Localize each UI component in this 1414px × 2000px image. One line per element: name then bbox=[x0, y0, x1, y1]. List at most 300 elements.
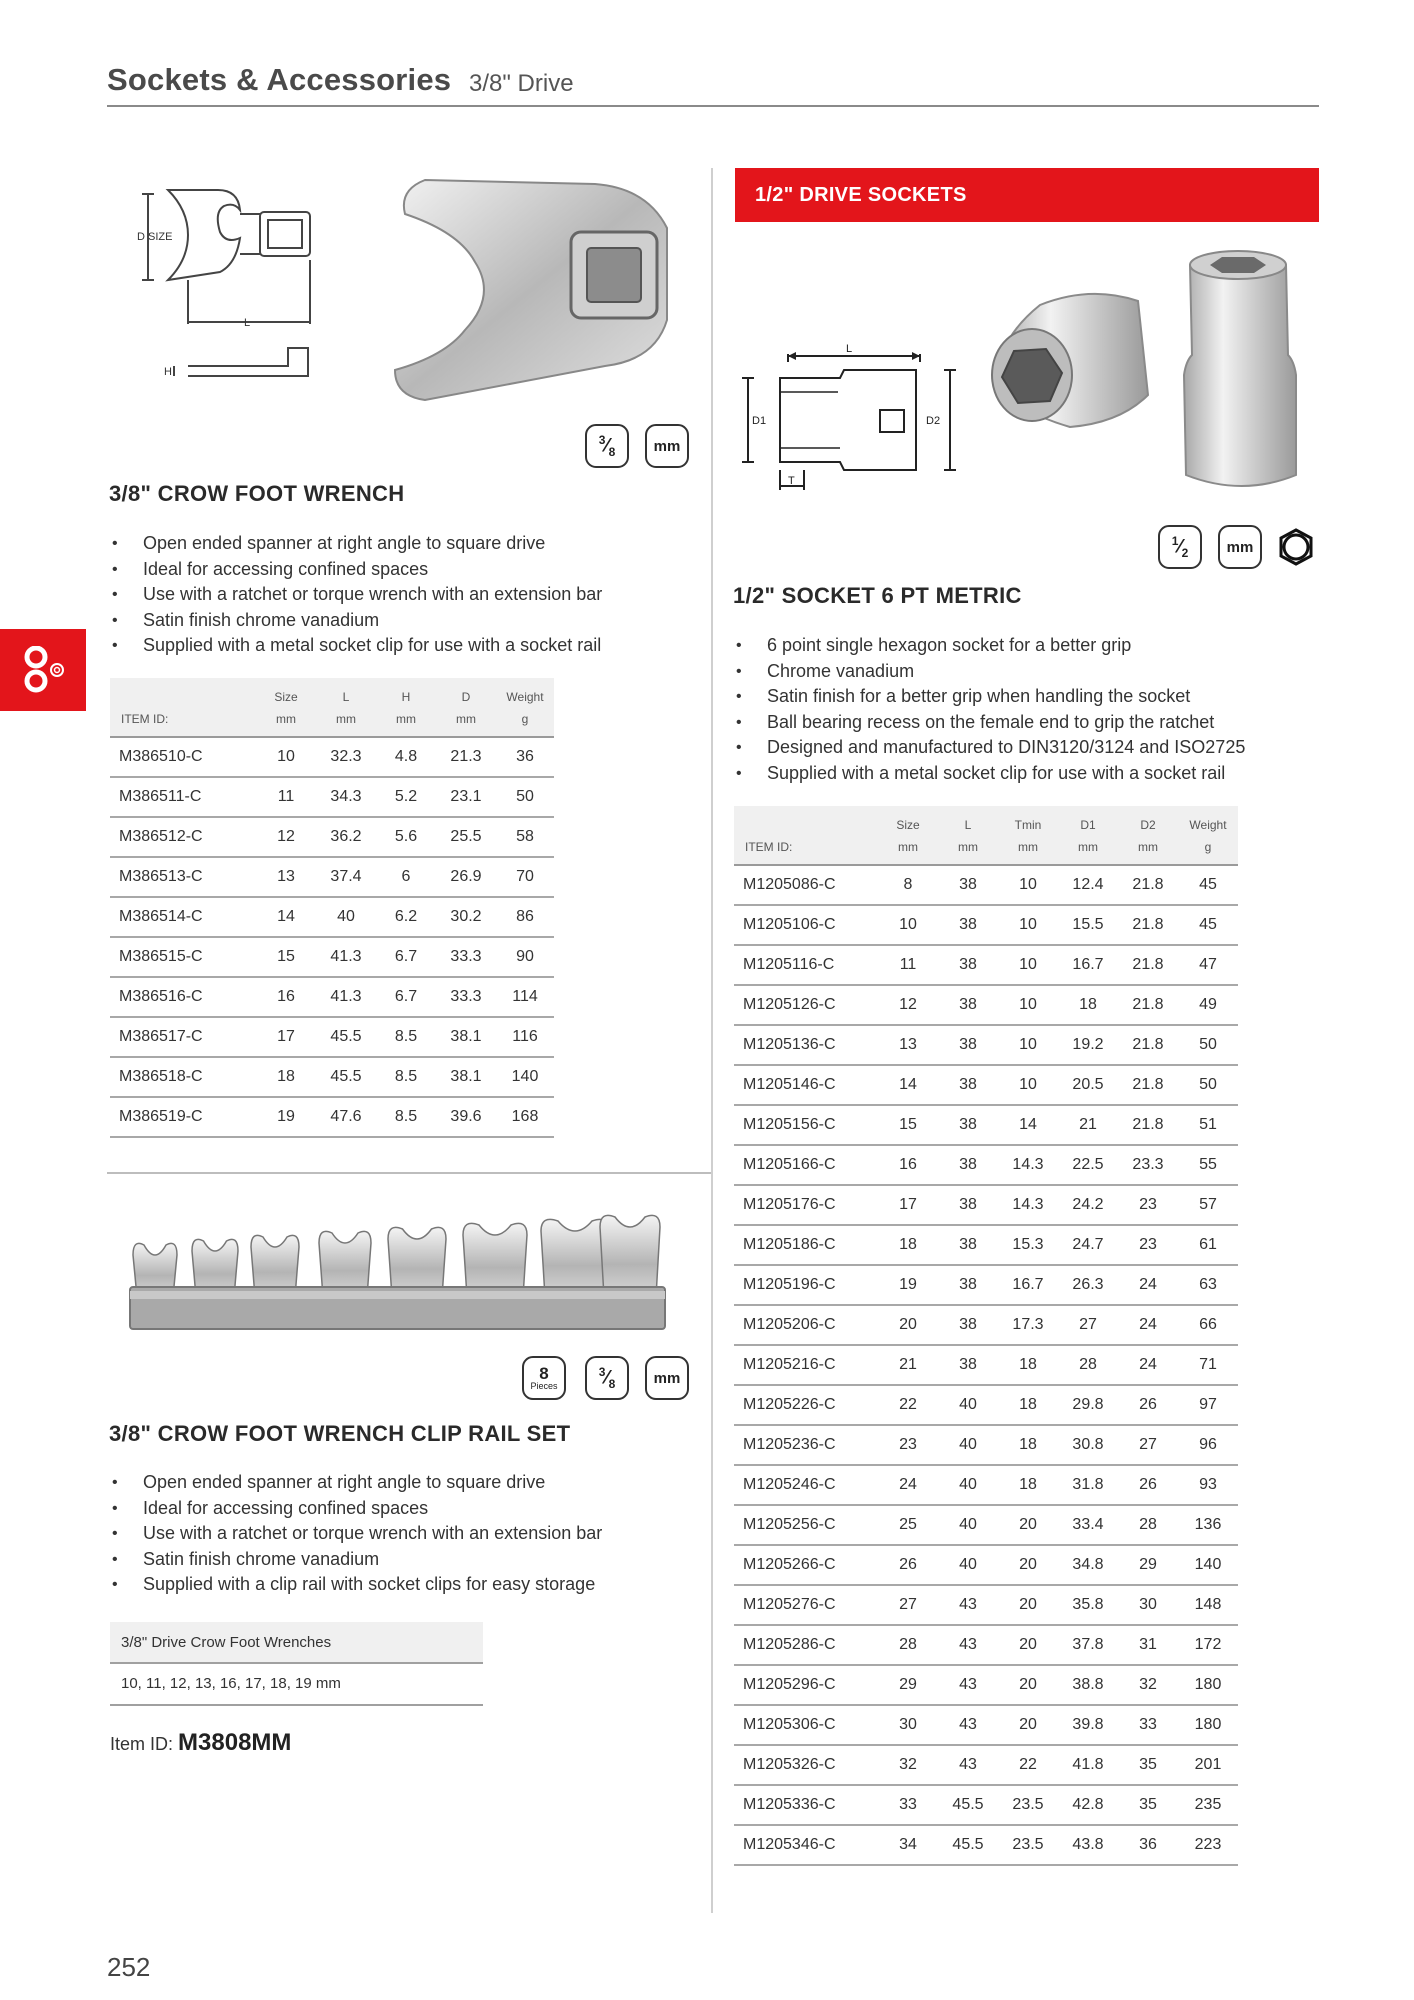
table-row bbox=[734, 1265, 1238, 1305]
value-cell: 24 bbox=[878, 1465, 938, 1505]
value-cell: 37.8 bbox=[1058, 1625, 1118, 1665]
clip-rail-contents-table bbox=[110, 1622, 483, 1706]
value-cell: 15.5 bbox=[1058, 905, 1118, 945]
metric-badge: mm bbox=[645, 424, 689, 468]
value-cell: 14.3 bbox=[998, 1145, 1058, 1185]
value-cell: 10 bbox=[998, 865, 1058, 905]
page-number: 252 bbox=[107, 1952, 151, 1982]
table-row bbox=[734, 1345, 1238, 1385]
section-divider bbox=[107, 1172, 711, 1174]
value-cell: 21.8 bbox=[1118, 985, 1178, 1025]
value-cell: 41.3 bbox=[316, 977, 376, 1017]
feature-item: • 6 point single hexagon socket for a better grip bbox=[733, 633, 1245, 659]
crow-foot-wrench bbox=[541, 1219, 609, 1297]
value-cell: 42.8 bbox=[1058, 1785, 1118, 1825]
item-id-cell: M1205116-C bbox=[734, 945, 878, 985]
value-cell: 20 bbox=[998, 1625, 1058, 1665]
value-cell: 172 bbox=[1178, 1625, 1238, 1665]
col-weight: Weight g bbox=[496, 678, 554, 737]
item-id-cell: M386510-C bbox=[110, 737, 256, 777]
drive-size-badge: $^3⁄_8$ bbox=[585, 424, 629, 468]
value-cell: 4.8 bbox=[376, 737, 436, 777]
item-id-cell: M1205166-C bbox=[734, 1145, 878, 1185]
value-cell: 21.8 bbox=[1118, 865, 1178, 905]
table-row bbox=[110, 897, 554, 937]
pieces-count: 8 bbox=[539, 1364, 549, 1383]
feature-item: • Satin finish for a better grip when handling the socket bbox=[733, 684, 1245, 710]
crow-foot-features bbox=[109, 531, 602, 659]
value-cell: 35 bbox=[1118, 1745, 1178, 1785]
feature-item: • Ideal for accessing confined spaces bbox=[109, 1496, 602, 1522]
item-id-cell: M1205126-C bbox=[734, 985, 878, 1025]
value-cell: 10 bbox=[998, 945, 1058, 985]
feature-item: • Ball bearing recess on the female end to grip the ratchet bbox=[733, 710, 1245, 736]
value-cell: 223 bbox=[1178, 1825, 1238, 1865]
value-cell: 5.6 bbox=[376, 817, 436, 857]
value-cell: 27 bbox=[1118, 1425, 1178, 1465]
feature-item: • Ideal for accessing confined spaces bbox=[109, 557, 602, 583]
column-divider bbox=[711, 168, 713, 1913]
crow-foot-table-body bbox=[110, 737, 554, 1137]
table-row bbox=[110, 737, 554, 777]
value-cell: 12 bbox=[878, 985, 938, 1025]
value-cell: 38.1 bbox=[436, 1057, 496, 1097]
value-cell: 38 bbox=[938, 1345, 998, 1385]
value-cell: 26 bbox=[1118, 1465, 1178, 1505]
feature-item: • Designed and manufactured to DIN3120/3124 and ISO2725 bbox=[733, 735, 1245, 761]
value-cell: 26.3 bbox=[1058, 1265, 1118, 1305]
badge-den: 2 bbox=[1181, 546, 1189, 561]
value-cell: 17.3 bbox=[998, 1305, 1058, 1345]
header-rule bbox=[107, 105, 1319, 107]
value-cell: 41.3 bbox=[316, 937, 376, 977]
table-header bbox=[110, 678, 554, 737]
value-cell: 18 bbox=[998, 1425, 1058, 1465]
value-cell: 16.7 bbox=[998, 1265, 1058, 1305]
feature-item: • Open ended spanner at right angle to square drive bbox=[109, 531, 602, 557]
table-row bbox=[734, 1425, 1238, 1465]
value-cell: 22.5 bbox=[1058, 1145, 1118, 1185]
value-cell: 63 bbox=[1178, 1265, 1238, 1305]
value-cell: 38.8 bbox=[1058, 1665, 1118, 1705]
value-cell: 33.3 bbox=[436, 977, 496, 1017]
value-cell: 22 bbox=[878, 1385, 938, 1425]
value-cell: 23.3 bbox=[1118, 1145, 1178, 1185]
item-id-cell: M1205206-C bbox=[734, 1305, 878, 1345]
value-cell: 116 bbox=[496, 1017, 554, 1057]
value-cell: 26.9 bbox=[436, 857, 496, 897]
value-cell: 36 bbox=[1118, 1825, 1178, 1865]
value-cell: 17 bbox=[878, 1185, 938, 1225]
value-cell: 30 bbox=[1118, 1585, 1178, 1625]
value-cell: 34.8 bbox=[1058, 1545, 1118, 1585]
value-cell: 71 bbox=[1178, 1345, 1238, 1385]
clip-rail-item-id bbox=[110, 1729, 291, 1757]
value-cell: 6.7 bbox=[376, 937, 436, 977]
hexagon-icon bbox=[1276, 527, 1316, 567]
item-id-label: Item ID: bbox=[110, 1734, 174, 1754]
item-id-cell: M386511-C bbox=[110, 777, 256, 817]
value-cell: 21.8 bbox=[1118, 1025, 1178, 1065]
value-cell: 21.8 bbox=[1118, 945, 1178, 985]
value-cell: 66 bbox=[1178, 1305, 1238, 1345]
value-cell: 30 bbox=[878, 1705, 938, 1745]
badge-num: 3 bbox=[598, 432, 606, 447]
value-cell: 50 bbox=[1178, 1065, 1238, 1105]
clip-rail-set-photo bbox=[125, 1205, 670, 1335]
item-id-cell: M1205346-C bbox=[734, 1825, 878, 1865]
value-cell: 180 bbox=[1178, 1705, 1238, 1745]
value-cell: 45 bbox=[1178, 905, 1238, 945]
value-cell: 16 bbox=[878, 1145, 938, 1185]
value-cell: 33.4 bbox=[1058, 1505, 1118, 1545]
value-cell: 32.3 bbox=[316, 737, 376, 777]
value-cell: 19 bbox=[256, 1097, 316, 1137]
item-id-cell: M1205256-C bbox=[734, 1505, 878, 1545]
value-cell: 57 bbox=[1178, 1185, 1238, 1225]
value-cell: 20 bbox=[998, 1505, 1058, 1545]
value-cell: 23 bbox=[878, 1425, 938, 1465]
value-cell: 97 bbox=[1178, 1385, 1238, 1425]
item-id-cell: M1205146-C bbox=[734, 1065, 878, 1105]
item-id-cell: M1205216-C bbox=[734, 1345, 878, 1385]
item-id-cell: M1205226-C bbox=[734, 1385, 878, 1425]
socket-table-body bbox=[734, 865, 1238, 1865]
col-item-id: ITEM ID: bbox=[110, 678, 256, 737]
value-cell: 36.2 bbox=[316, 817, 376, 857]
value-cell: 50 bbox=[1178, 1025, 1238, 1065]
item-id-cell: M386513-C bbox=[110, 857, 256, 897]
value-cell: 45.5 bbox=[316, 1017, 376, 1057]
pieces-badge bbox=[522, 1356, 566, 1400]
t-label: T bbox=[788, 475, 795, 487]
section-tab[interactable] bbox=[0, 629, 86, 711]
table-row bbox=[734, 1185, 1238, 1225]
item-id-cell: M386514-C bbox=[110, 897, 256, 937]
value-cell: 43 bbox=[938, 1585, 998, 1625]
feature-item: • Satin finish chrome vanadium bbox=[109, 608, 602, 634]
item-id-cell: M1205136-C bbox=[734, 1025, 878, 1065]
table-row bbox=[734, 985, 1238, 1025]
value-cell: 20 bbox=[998, 1665, 1058, 1705]
table-row bbox=[734, 1505, 1238, 1545]
value-cell: 20 bbox=[998, 1585, 1058, 1625]
item-id-cell: M386516-C bbox=[110, 977, 256, 1017]
value-cell: 28 bbox=[878, 1625, 938, 1665]
feature-item: • Supplied with a clip rail with socket clips for easy storage bbox=[109, 1572, 602, 1598]
col-d2: D2 mm bbox=[1118, 806, 1178, 865]
value-cell: 43 bbox=[938, 1665, 998, 1705]
value-cell: 90 bbox=[496, 937, 554, 977]
value-cell: 8.5 bbox=[376, 1017, 436, 1057]
item-id-cell: M1205246-C bbox=[734, 1465, 878, 1505]
table-row bbox=[734, 1305, 1238, 1345]
table-row bbox=[734, 1385, 1238, 1425]
badge-den: 8 bbox=[608, 1377, 616, 1392]
value-cell: 10 bbox=[998, 985, 1058, 1025]
col-h: H mm bbox=[376, 678, 436, 737]
value-cell: 31.8 bbox=[1058, 1465, 1118, 1505]
feature-item: • Use with a ratchet or torque wrench with an extension bar bbox=[109, 582, 602, 608]
item-id-cell: M1205326-C bbox=[734, 1745, 878, 1785]
value-cell: 29 bbox=[1118, 1545, 1178, 1585]
metric-badge: mm bbox=[1218, 525, 1262, 569]
item-id-cell: M1205306-C bbox=[734, 1705, 878, 1745]
value-cell: 12.4 bbox=[1058, 865, 1118, 905]
page-subtitle: 3/8" Drive bbox=[469, 70, 574, 97]
item-id-cell: M1205266-C bbox=[734, 1545, 878, 1585]
value-cell: 6.7 bbox=[376, 977, 436, 1017]
d-size-label: D SIZE bbox=[137, 231, 173, 243]
item-id-cell: M1205106-C bbox=[734, 905, 878, 945]
value-cell: 29 bbox=[878, 1665, 938, 1705]
table-row bbox=[734, 945, 1238, 985]
crow-foot-wrench bbox=[600, 1215, 660, 1297]
value-cell: 70 bbox=[496, 857, 554, 897]
value-cell: 17 bbox=[256, 1017, 316, 1057]
table-row bbox=[734, 1465, 1238, 1505]
item-id-cell: M1205276-C bbox=[734, 1585, 878, 1625]
feature-item: • Satin finish chrome vanadium bbox=[109, 1547, 602, 1573]
col-weight: Weight g bbox=[1178, 806, 1238, 865]
value-cell: 45 bbox=[1178, 865, 1238, 905]
value-cell: 58 bbox=[496, 817, 554, 857]
value-cell: 38 bbox=[938, 1025, 998, 1065]
value-cell: 10 bbox=[998, 905, 1058, 945]
drive-size-badge: $^3⁄_8$ bbox=[585, 1356, 629, 1400]
feature-item: • Chrome vanadium bbox=[733, 659, 1245, 685]
value-cell: 45.5 bbox=[938, 1825, 998, 1865]
sockets-icon bbox=[22, 646, 68, 694]
value-cell: 21.3 bbox=[436, 737, 496, 777]
value-cell: 29.8 bbox=[1058, 1385, 1118, 1425]
value-cell: 6 bbox=[376, 857, 436, 897]
table-row bbox=[734, 1785, 1238, 1825]
value-cell: 21.8 bbox=[1118, 1065, 1178, 1105]
table-row bbox=[734, 1025, 1238, 1065]
clip-rail-features bbox=[109, 1470, 602, 1598]
value-cell: 23.5 bbox=[998, 1825, 1058, 1865]
value-cell: 16 bbox=[256, 977, 316, 1017]
value-cell: 18 bbox=[998, 1345, 1058, 1385]
value-cell: 8.5 bbox=[376, 1057, 436, 1097]
socket-features bbox=[733, 633, 1245, 786]
value-cell: 20.5 bbox=[1058, 1065, 1118, 1105]
item-id-cell: M386518-C bbox=[110, 1057, 256, 1097]
value-cell: 38 bbox=[938, 1065, 998, 1105]
value-cell: 5.2 bbox=[376, 777, 436, 817]
value-cell: 38 bbox=[938, 865, 998, 905]
value-cell: 34.3 bbox=[316, 777, 376, 817]
value-cell: 18 bbox=[256, 1057, 316, 1097]
value-cell: 21.8 bbox=[1118, 1105, 1178, 1145]
item-id-cell: M1205196-C bbox=[734, 1265, 878, 1305]
value-cell: 45.5 bbox=[938, 1785, 998, 1825]
value-cell: 38 bbox=[938, 985, 998, 1025]
feature-item: • Open ended spanner at right angle to square drive bbox=[109, 1470, 602, 1496]
value-cell: 148 bbox=[1178, 1585, 1238, 1625]
table-row bbox=[734, 1585, 1238, 1625]
value-cell: 10 bbox=[256, 737, 316, 777]
value-cell: 32 bbox=[878, 1745, 938, 1785]
value-cell: 45.5 bbox=[316, 1057, 376, 1097]
value-cell: 38 bbox=[938, 1225, 998, 1265]
value-cell: 10 bbox=[998, 1065, 1058, 1105]
value-cell: 39.8 bbox=[1058, 1705, 1118, 1745]
value-cell: 30.2 bbox=[436, 897, 496, 937]
table-row bbox=[110, 1017, 554, 1057]
value-cell: 39.6 bbox=[436, 1097, 496, 1137]
value-cell: 180 bbox=[1178, 1665, 1238, 1705]
value-cell: 19.2 bbox=[1058, 1025, 1118, 1065]
value-cell: 38 bbox=[938, 905, 998, 945]
value-cell: 38 bbox=[938, 1185, 998, 1225]
item-id-cell: M386517-C bbox=[110, 1017, 256, 1057]
value-cell: 23.5 bbox=[998, 1785, 1058, 1825]
value-cell: 31 bbox=[1118, 1625, 1178, 1665]
table-header bbox=[734, 806, 1238, 865]
item-id-cell: M386519-C bbox=[110, 1097, 256, 1137]
value-cell: 34 bbox=[878, 1825, 938, 1865]
table-row bbox=[110, 777, 554, 817]
table-row bbox=[110, 977, 554, 1017]
h-label: H bbox=[164, 366, 172, 378]
item-id-cell: M1205286-C bbox=[734, 1625, 878, 1665]
value-cell: 15.3 bbox=[998, 1225, 1058, 1265]
value-cell: 24.2 bbox=[1058, 1185, 1118, 1225]
page-title: Sockets & Accessories bbox=[107, 62, 452, 97]
value-cell: 18 bbox=[1058, 985, 1118, 1025]
value-cell: 47.6 bbox=[316, 1097, 376, 1137]
col-d: D mm bbox=[436, 678, 496, 737]
socket-dimension-diagram bbox=[740, 340, 962, 500]
value-cell: 22 bbox=[998, 1745, 1058, 1785]
metric-badge: mm bbox=[645, 1356, 689, 1400]
value-cell: 43 bbox=[938, 1625, 998, 1665]
l-label: L bbox=[846, 343, 853, 355]
table-row bbox=[734, 865, 1238, 905]
crow-foot-table bbox=[110, 678, 554, 1138]
value-cell: 40 bbox=[938, 1385, 998, 1425]
d1-label: D1 bbox=[752, 415, 767, 427]
table-row bbox=[734, 1705, 1238, 1745]
table-row bbox=[734, 1665, 1238, 1705]
value-cell: 23 bbox=[1118, 1225, 1178, 1265]
table-row bbox=[110, 817, 554, 857]
col-size: Size mm bbox=[878, 806, 938, 865]
value-cell: 6.2 bbox=[376, 897, 436, 937]
value-cell: 41.8 bbox=[1058, 1745, 1118, 1785]
value-cell: 11 bbox=[878, 945, 938, 985]
value-cell: 14 bbox=[998, 1105, 1058, 1145]
value-cell: 21.8 bbox=[1118, 905, 1178, 945]
value-cell: 20 bbox=[998, 1545, 1058, 1585]
value-cell: 8 bbox=[878, 865, 938, 905]
col-l: L mm bbox=[316, 678, 376, 737]
value-cell: 61 bbox=[1178, 1225, 1238, 1265]
value-cell: 15 bbox=[878, 1105, 938, 1145]
value-cell: 37.4 bbox=[316, 857, 376, 897]
value-cell: 24 bbox=[1118, 1345, 1178, 1385]
value-cell: 40 bbox=[316, 897, 376, 937]
value-cell: 27 bbox=[1058, 1305, 1118, 1345]
value-cell: 38 bbox=[938, 1305, 998, 1345]
value-cell: 28 bbox=[1118, 1505, 1178, 1545]
value-cell: 55 bbox=[1178, 1145, 1238, 1185]
drive-size-badge: $^1⁄_2$ bbox=[1158, 525, 1202, 569]
value-cell: 40 bbox=[938, 1465, 998, 1505]
value-cell: 32 bbox=[1118, 1665, 1178, 1705]
value-cell: 140 bbox=[1178, 1545, 1238, 1585]
value-cell: 23 bbox=[1118, 1185, 1178, 1225]
table-row bbox=[110, 1097, 554, 1137]
value-cell: 10 bbox=[998, 1025, 1058, 1065]
crow-foot-wrench-photo bbox=[385, 170, 675, 410]
value-cell: 18 bbox=[998, 1385, 1058, 1425]
value-cell: 38 bbox=[938, 1145, 998, 1185]
value-cell: 18 bbox=[998, 1465, 1058, 1505]
feature-item: • Use with a ratchet or torque wrench with an extension bar bbox=[109, 1521, 602, 1547]
value-cell: 14.3 bbox=[998, 1185, 1058, 1225]
value-cell: 20 bbox=[998, 1705, 1058, 1745]
value-cell: 25.5 bbox=[436, 817, 496, 857]
value-cell: 21 bbox=[878, 1345, 938, 1385]
value-cell: 33 bbox=[878, 1785, 938, 1825]
value-cell: 114 bbox=[496, 977, 554, 1017]
value-cell: 33.3 bbox=[436, 937, 496, 977]
value-cell: 12 bbox=[256, 817, 316, 857]
value-cell: 136 bbox=[1178, 1505, 1238, 1545]
value-cell: 11 bbox=[256, 777, 316, 817]
value-cell: 38.1 bbox=[436, 1017, 496, 1057]
value-cell: 33 bbox=[1118, 1705, 1178, 1745]
item-id-cell: M1205156-C bbox=[734, 1105, 878, 1145]
section-banner: 1/2" DRIVE SOCKETS bbox=[735, 168, 1319, 222]
table-row bbox=[110, 857, 554, 897]
contents-sizes: 10, 11, 12, 13, 16, 17, 18, 19 mm bbox=[110, 1664, 483, 1706]
item-id-cell: M1205176-C bbox=[734, 1185, 878, 1225]
table-row bbox=[110, 1057, 554, 1097]
col-item-id: ITEM ID: bbox=[734, 806, 878, 865]
socket-photo bbox=[970, 245, 1320, 515]
table-row bbox=[734, 1545, 1238, 1585]
value-cell: 14 bbox=[256, 897, 316, 937]
value-cell: 140 bbox=[496, 1057, 554, 1097]
value-cell: 14 bbox=[878, 1065, 938, 1105]
value-cell: 10 bbox=[878, 905, 938, 945]
value-cell: 43 bbox=[938, 1745, 998, 1785]
value-cell: 26 bbox=[878, 1545, 938, 1585]
col-tmin: Tmin mm bbox=[998, 806, 1058, 865]
value-cell: 38 bbox=[938, 1265, 998, 1305]
value-cell: 27 bbox=[878, 1585, 938, 1625]
clip-rail-title: 3/8" CROW FOOT WRENCH CLIP RAIL SET bbox=[109, 1421, 571, 1446]
item-id-cell: M1205336-C bbox=[734, 1785, 878, 1825]
value-cell: 19 bbox=[878, 1265, 938, 1305]
table-row bbox=[734, 1145, 1238, 1185]
value-cell: 38 bbox=[938, 1105, 998, 1145]
badge-num: 3 bbox=[598, 1364, 606, 1379]
table-row bbox=[734, 1825, 1238, 1865]
badge-den: 8 bbox=[608, 445, 616, 460]
value-cell: 38 bbox=[938, 945, 998, 985]
value-cell: 23.1 bbox=[436, 777, 496, 817]
value-cell: 18 bbox=[878, 1225, 938, 1265]
value-cell: 8.5 bbox=[376, 1097, 436, 1137]
value-cell: 201 bbox=[1178, 1745, 1238, 1785]
table-row bbox=[734, 1625, 1238, 1665]
value-cell: 13 bbox=[878, 1025, 938, 1065]
